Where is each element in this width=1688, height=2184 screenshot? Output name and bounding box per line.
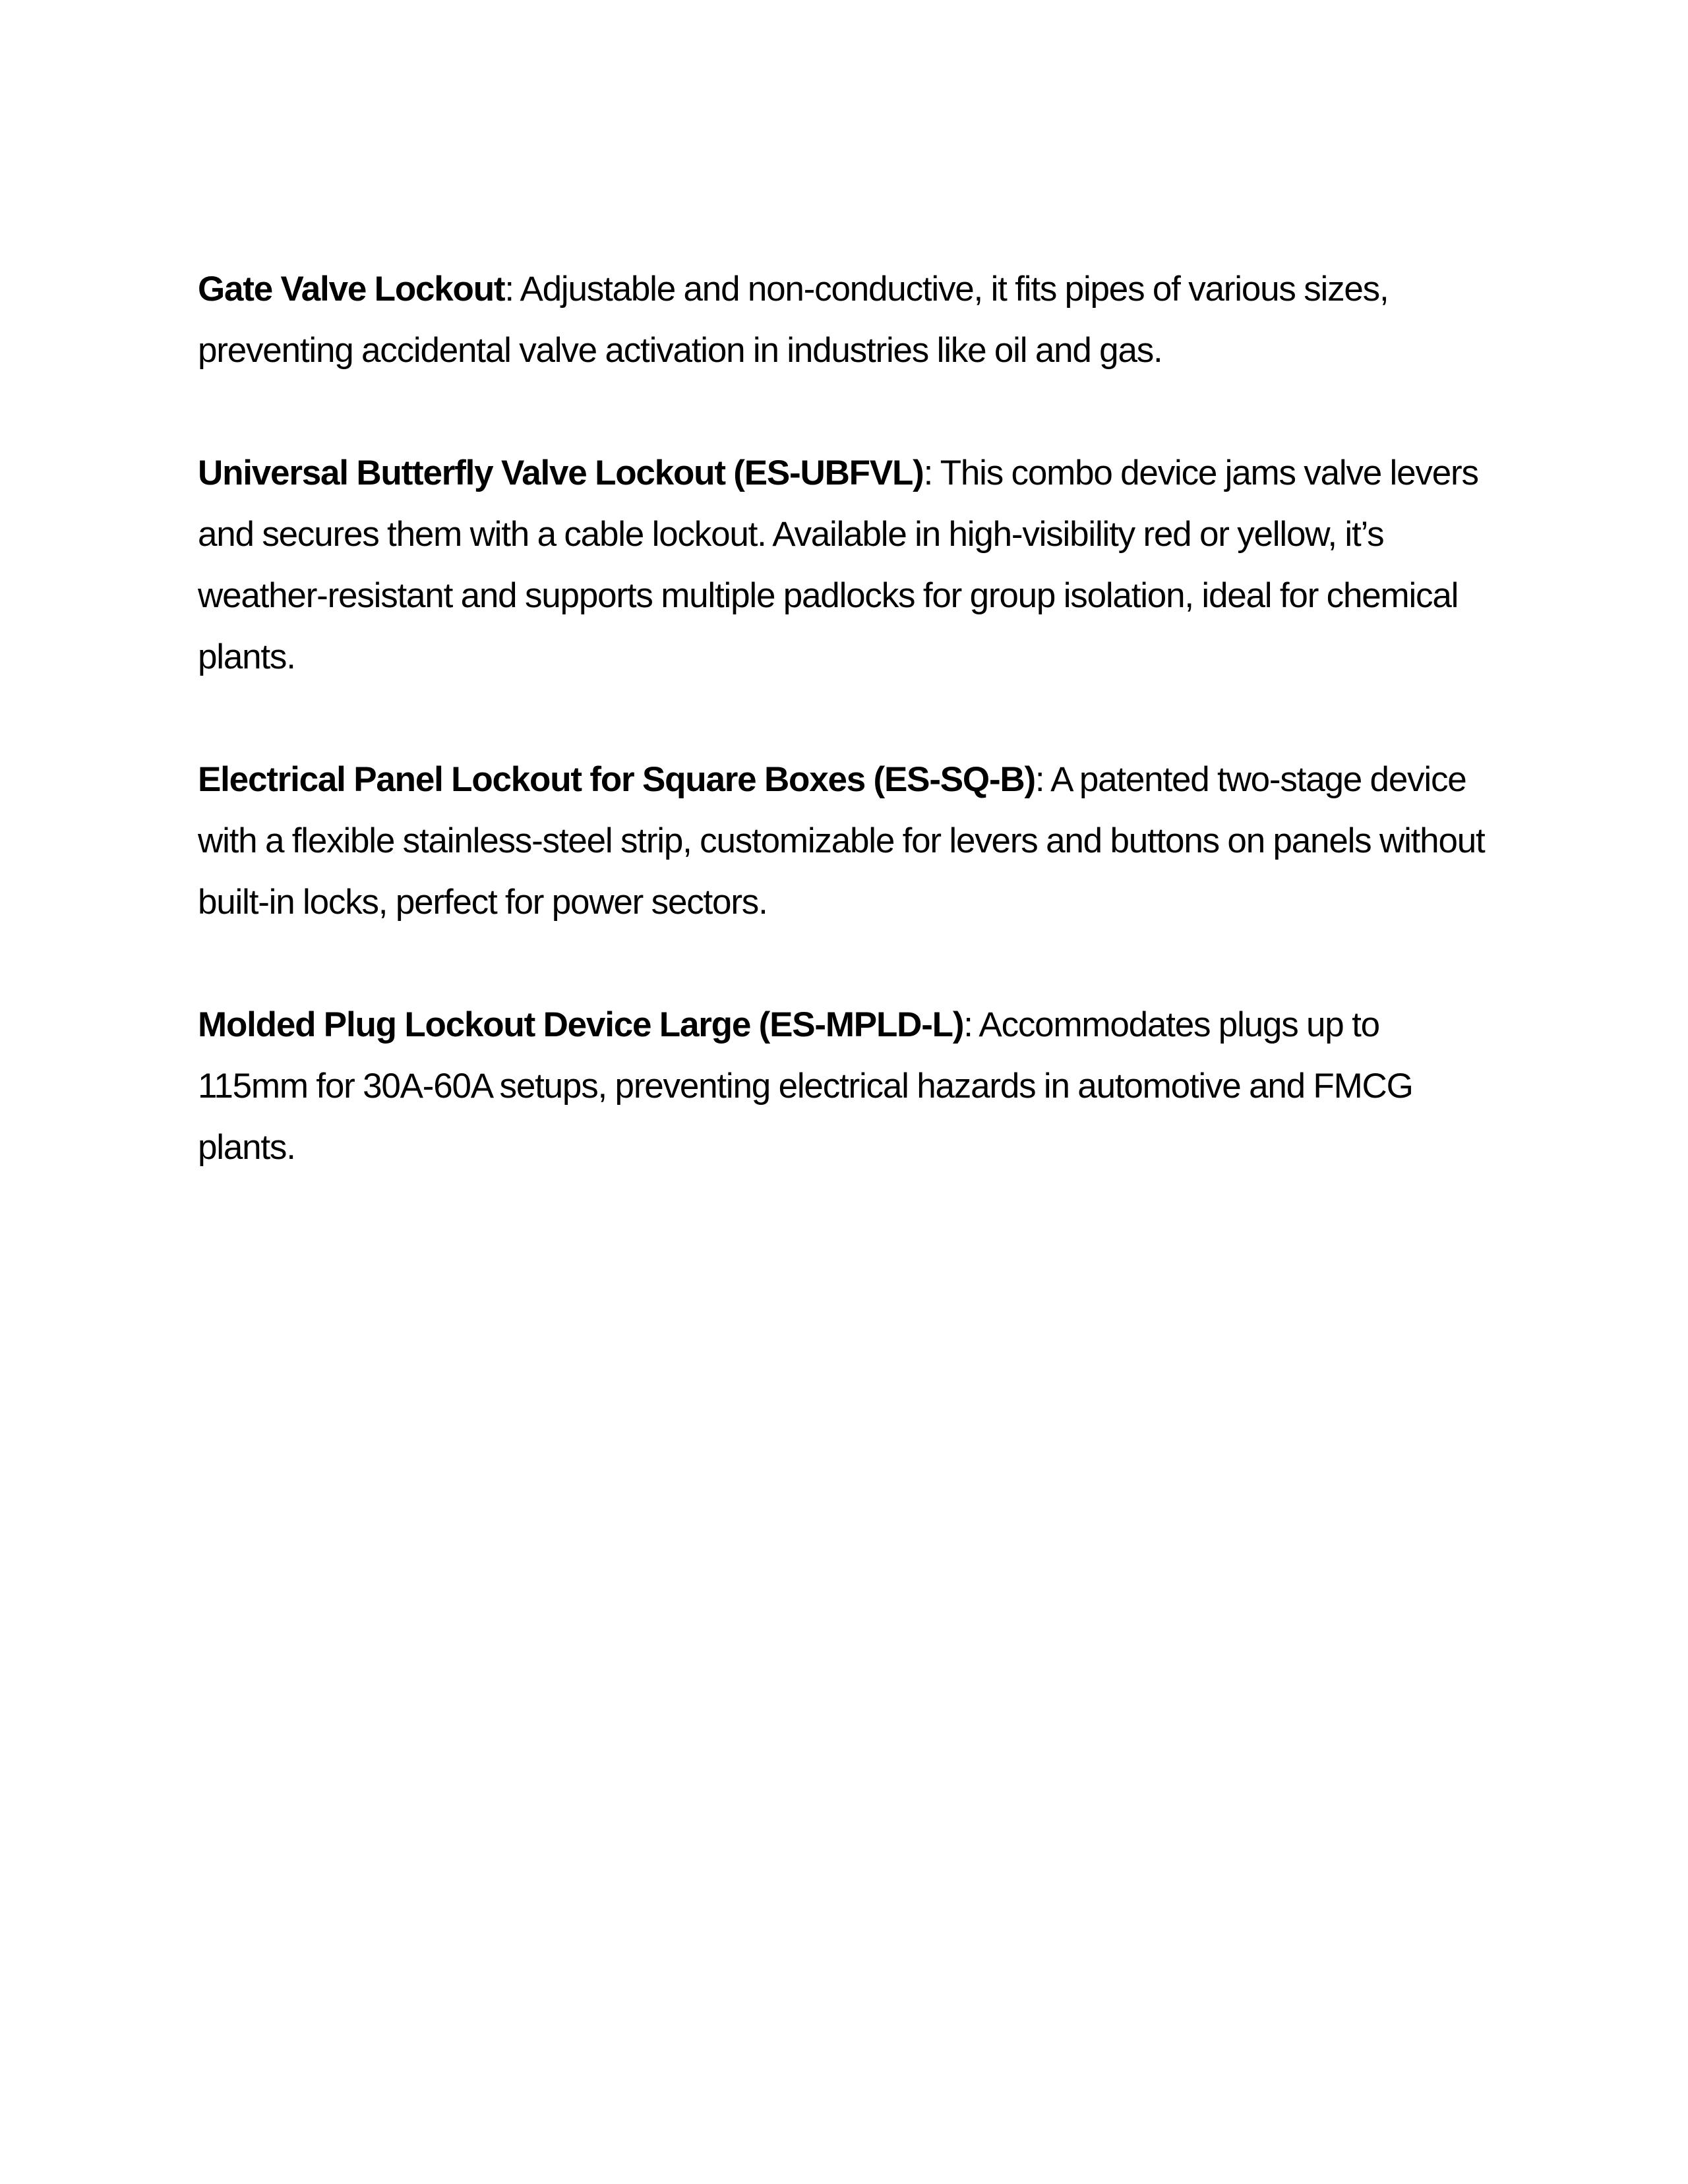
term-separator: : [963, 1005, 979, 1044]
product-paragraph-molded-plug-lockout [198, 994, 1490, 1178]
product-description: This combo device jams valve levers and secures them with a cable lockout. Available in high-visibility red or yellow, it’s weather-resistant and supports multiple padlocks for group isolation, ideal for chemical plants. [198, 454, 1478, 676]
product-description: Adjustable and non-conductive, it fits pipes of various sizes, preventing accidental valve activation in industries like oil and gas. [198, 270, 1389, 370]
product-paragraph-gate-valve-lockout [198, 258, 1490, 381]
product-term: Universal Butterfly Valve Lockout (ES-UBFVL) [198, 454, 924, 492]
term-separator: : [1035, 760, 1051, 799]
product-paragraph-electrical-panel-lockout [198, 749, 1490, 933]
term-separator: : [923, 454, 940, 492]
product-description: Accommodates plugs up to 115mm for 30A-60A setups, preventing electrical hazards in automotive and FMCG plants. [198, 1005, 1413, 1167]
product-term: Gate Valve Lockout [198, 270, 505, 309]
product-term: Electrical Panel Lockout for Square Boxes (ES-SQ-B) [198, 760, 1035, 799]
product-paragraph-butterfly-valve-lockout [198, 442, 1490, 688]
document-page [198, 258, 1490, 1239]
product-term: Molded Plug Lockout Device Large (ES-MPLD-L) [198, 1005, 964, 1044]
product-description: A patented two-stage device with a flexible stainless-steel strip, customizable for levers and buttons on panels without built-in locks, perfect for power sectors. [198, 760, 1485, 922]
term-separator: : [504, 270, 520, 309]
